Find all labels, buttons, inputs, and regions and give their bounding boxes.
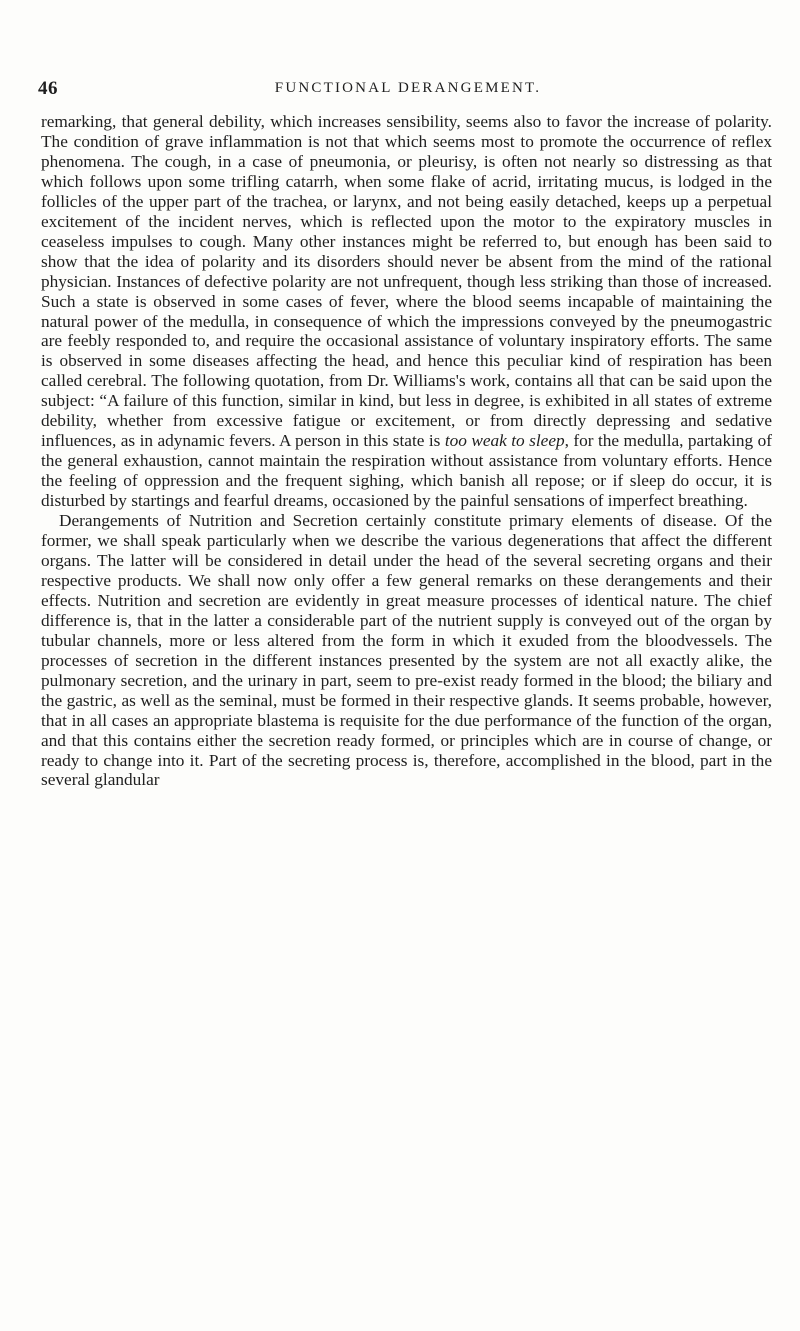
paragraph-text: remarking, that general debility, which increases sensibility, seems also to favor the increase of polarity. The condition of grave inflammation is not that which seems most to promote the occurrence of reflex phenomena. The cough, in a case of pneumonia, or pleurisy, is often not nearly so distressing as that which follows upon some trifling catarrh, when some flake of acrid, irritating mucus, is lodged in the follicles of the upper part of the trachea, or larynx, and not being easily detached, keeps up a perpetual excitement of the incident nerves, which is reflected upon the motor to the expiratory muscles in ceaseless impulses to cough. Many other instances might be referred to, but enough has been said to show that the idea of polarity and its disorders should never be absent from the mind of the rational physician. Instances of defective polarity are not unfrequent, though less striking than those of increased. Such a state is observed in some cases of fever, where the blood seems incapable of maintaining the natural power of the medulla, in consequence of which the impressions conveyed by the pneumogastric are feebly responded to, and require the occasional assistance of voluntary inspiratory efforts. The same is observed in some diseases affecting the head, and hence this peculiar kind of respiration has been called cerebral. The following quotation, from Dr. Williams's work, contains all that can be said upon the subject: “A failure of this function, similar in kind, but less in degree, is exhibited in all states of extreme debility, whether from excessive fatigue or excitement, or from directly depressing and sedative influences, as in adynamic fevers. A person in this state is [41,112,772,451]
page-number: 46 [38,78,58,99]
page-header [38,78,778,102]
body-text [41,112,772,790]
paragraph-polarity [41,112,772,511]
running-head: FUNCTIONAL DERANGEMENT. [274,80,542,96]
paragraph-nutrition-secretion: Derangements of Nutrition and Secretion certainly constitute primary elements of disease. Of the former, we shall speak particularly when we describe the various degenerations that affect the different organs. The latter will be considered in detail under the head of the several secreting organs and their respective products. We shall now only offer a few general remarks on these derangements and their effects. Nutrition and secretion are evidently in great measure processes of identical nature. The chief difference is, that in the latter a considerable part of the nutrient supply is conveyed out of the organ by tubular channels, more or less altered from the form in which it exuded from the bloodvessels. The processes of secretion in the different instances presented by the system are not all exactly alike, the pulmonary secretion, and the urinary in part, seem to pre-exist ready formed in the blood; the biliary and the gastric, as well as the seminal, must be formed in their respective glands. It seems probable, however, that in all cases an appropriate blastema is requisite for the due performance of the function of the organ, and that this contains either the secretion ready formed, or principles which are in course of change, or ready to change into it. Part of the secreting process is, therefore, accomplished in the blood, part in the several glandular [41,511,772,790]
paragraph-text: , for the medulla, partaking of the general exhaustion, cannot maintain the respiration without assistance from voluntary efforts. Hence the feeling of oppression and the frequent sighing, which banish all repose; or if sleep do occur, it is disturbed by startings and fearful dreams, occasioned by the painful sensations of imperfect breathing. [41,431,772,511]
italic-phrase: too weak to sleep [444,431,565,451]
